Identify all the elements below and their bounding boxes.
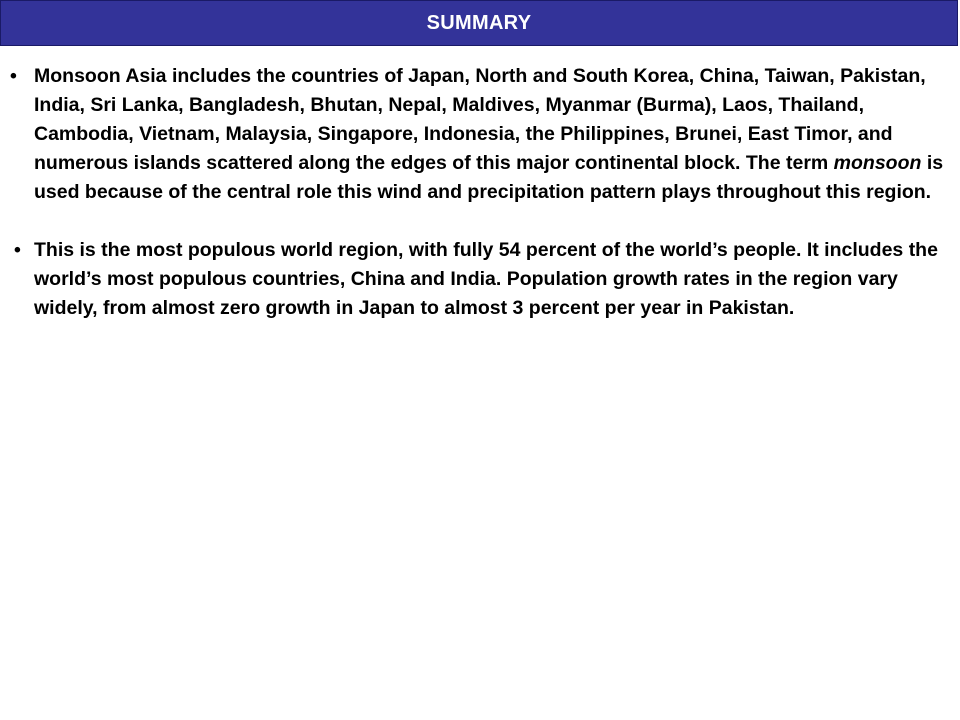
emphasized-term: monsoon <box>833 152 922 174</box>
bullet-text-continued: is used because of the central role this wind and precipitation pattern plays throughout this region. <box>34 152 944 203</box>
bullet-item-monsoon-asia-countries <box>0 62 960 207</box>
bullet-marker: • <box>10 65 17 87</box>
bullet-item-population <box>0 236 960 323</box>
bullet-text: This is the most populous world region, with fully 54 percent of the world’s people. It includes the world’s most populous countries, China and India. Population growth rates in the region vary widely, from almost zero growth in Japan to almost 3 percent per year in Pakistan. <box>34 239 938 319</box>
page-title: SUMMARY <box>426 11 532 34</box>
title-bar <box>0 0 958 46</box>
bullet-text: Monsoon Asia includes the countries of Japan, North and South Korea, China, Taiwan, Pakistan, India, Sri Lanka, Bangladesh, Bhutan, Nepal, Maldives, Myanmar (Burma), Laos, Thailand, Cambodia, Vietnam, Malaysia, Singapore, Indonesia, the Philippines, Brunei, East Timor, and numerous islands scattered along the edges of this major continental block. The term <box>34 65 926 174</box>
summary-bullet-list <box>0 62 960 323</box>
bullet-marker: • <box>14 239 21 261</box>
